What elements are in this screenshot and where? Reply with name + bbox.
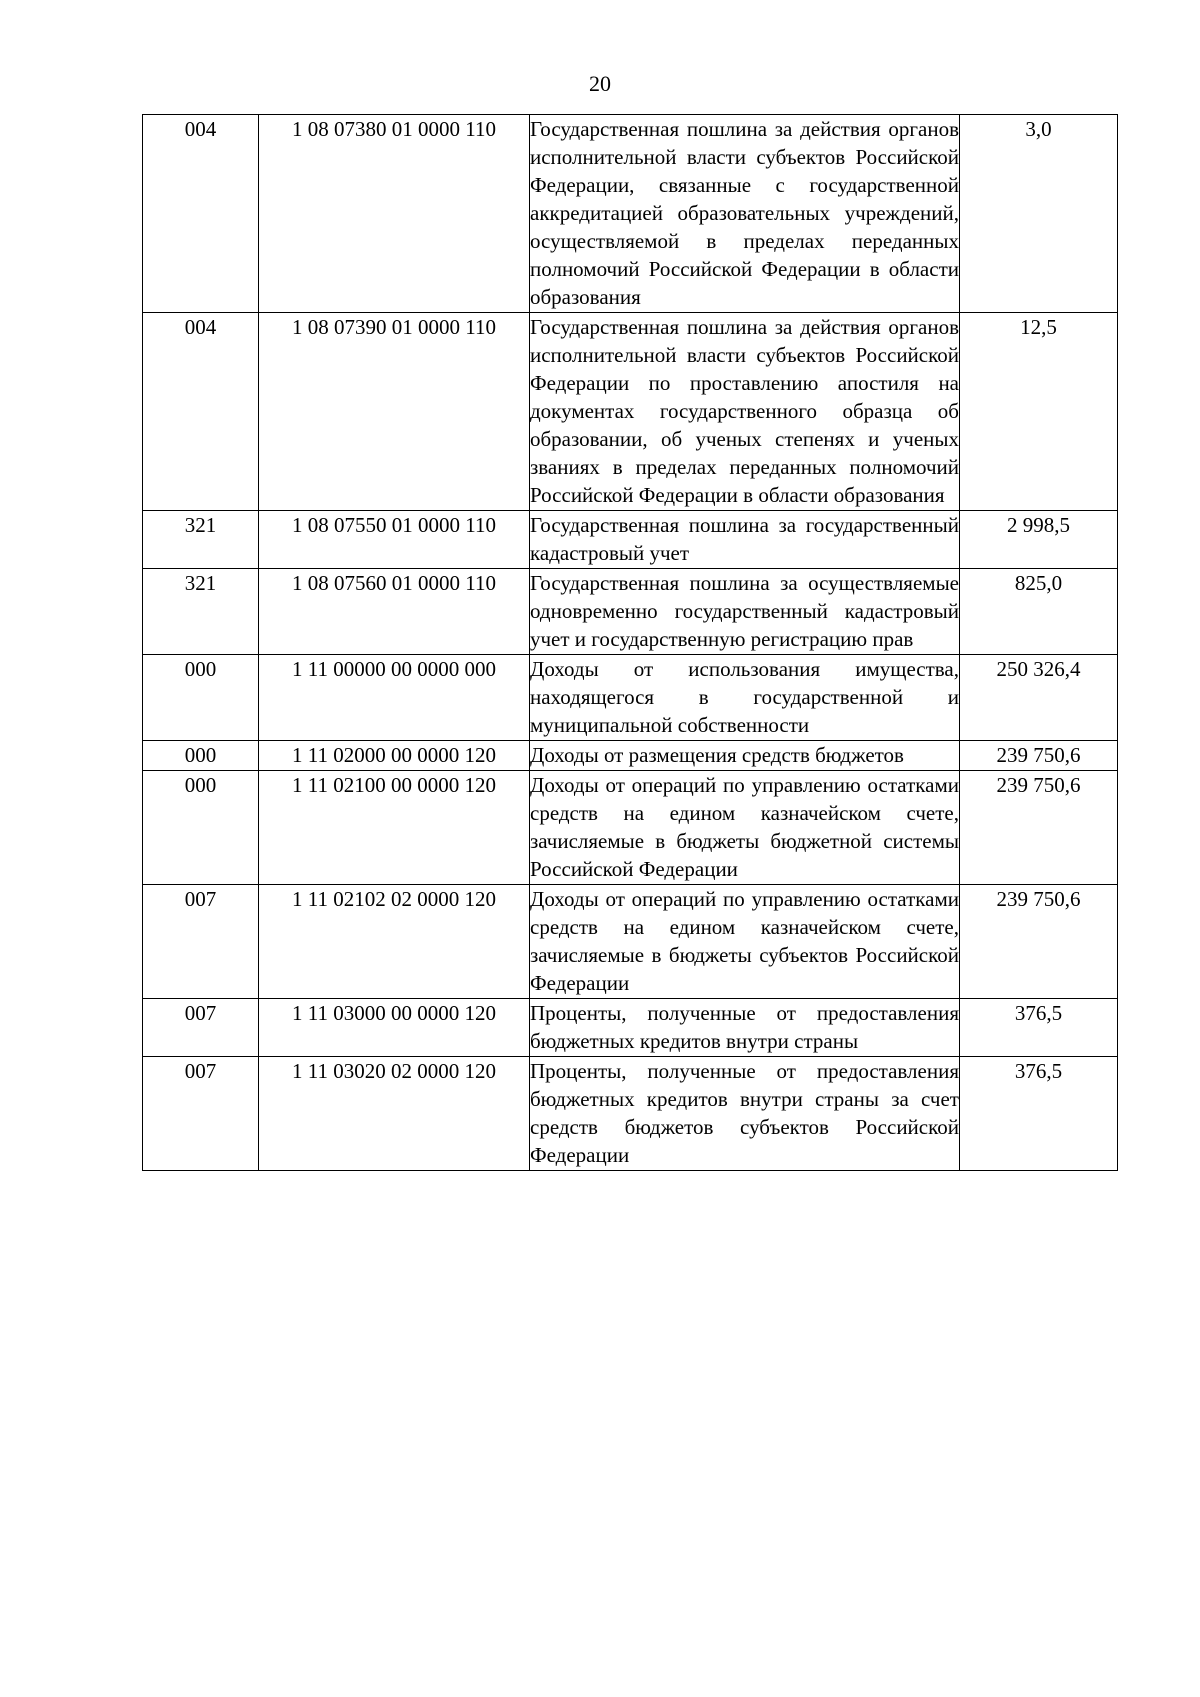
budget-code-cell: 1 11 03000 00 0000 120 bbox=[259, 999, 530, 1057]
revenue-name-cell: Доходы от операций по управлению остатками средств на едином казначейском счете, зачисляемые в бюджеты субъектов Российской Федерации bbox=[530, 885, 960, 999]
table-row bbox=[143, 741, 1118, 771]
page-number: 20 bbox=[589, 71, 611, 96]
table-row bbox=[143, 1057, 1118, 1171]
amount-cell: 2 998,5 bbox=[960, 511, 1118, 569]
amount-cell: 376,5 bbox=[960, 1057, 1118, 1171]
revenue-name-cell: Доходы от размещения средств бюджетов bbox=[530, 741, 960, 771]
budget-code-cell: 1 11 02102 02 0000 120 bbox=[259, 885, 530, 999]
admin-code-cell: 321 bbox=[143, 569, 259, 655]
budget-code-cell: 1 11 03020 02 0000 120 bbox=[259, 1057, 530, 1171]
revenue-table bbox=[142, 114, 1118, 1171]
revenue-name-cell: Государственная пошлина за действия органов исполнительной власти субъектов Российской Федерации, связанные с государственной аккредитацией образовательных учреждений, осуществляемой в пределах переданных полномочий Российской Федерации в области образования bbox=[530, 115, 960, 313]
table-row bbox=[143, 511, 1118, 569]
revenue-name-cell: Проценты, полученные от предоставления бюджетных кредитов внутри страны за счет средств бюджетов субъектов Российской Федерации bbox=[530, 1057, 960, 1171]
amount-cell: 825,0 bbox=[960, 569, 1118, 655]
revenue-name-cell: Доходы от использования имущества, находящегося в государственной и муниципальной собственности bbox=[530, 655, 960, 741]
budget-code-cell: 1 08 07390 01 0000 110 bbox=[259, 313, 530, 511]
table-row bbox=[143, 999, 1118, 1057]
revenue-name-cell: Государственная пошлина за действия органов исполнительной власти субъектов Российской Федерации по проставлению апостиля на документах государственного образца об образовании, об ученых степенях и ученых званиях в пределах переданных полномочий Российской Федерации в области образования bbox=[530, 313, 960, 511]
admin-code-cell: 007 bbox=[143, 1057, 259, 1171]
admin-code-cell: 004 bbox=[143, 115, 259, 313]
revenue-name-cell: Доходы от операций по управлению остатками средств на едином казначейском счете, зачисляемые в бюджеты бюджетной системы Российской Федерации bbox=[530, 771, 960, 885]
budget-code-cell: 1 11 02000 00 0000 120 bbox=[259, 741, 530, 771]
table-row bbox=[143, 655, 1118, 741]
table-row bbox=[143, 569, 1118, 655]
amount-cell: 376,5 bbox=[960, 999, 1118, 1057]
admin-code-cell: 007 bbox=[143, 999, 259, 1057]
amount-cell: 239 750,6 bbox=[960, 885, 1118, 999]
admin-code-cell: 000 bbox=[143, 771, 259, 885]
amount-cell: 12,5 bbox=[960, 313, 1118, 511]
admin-code-cell: 000 bbox=[143, 655, 259, 741]
admin-code-cell: 000 bbox=[143, 741, 259, 771]
amount-cell: 239 750,6 bbox=[960, 771, 1118, 885]
revenue-name-cell: Проценты, полученные от предоставления бюджетных кредитов внутри страны bbox=[530, 999, 960, 1057]
budget-code-cell: 1 11 02100 00 0000 120 bbox=[259, 771, 530, 885]
revenue-name-cell: Государственная пошлина за осуществляемые одновременно государственный кадастровый учет и государственную регистрацию прав bbox=[530, 569, 960, 655]
admin-code-cell: 004 bbox=[143, 313, 259, 511]
budget-code-cell: 1 11 00000 00 0000 000 bbox=[259, 655, 530, 741]
table-row bbox=[143, 885, 1118, 999]
budget-code-cell: 1 08 07550 01 0000 110 bbox=[259, 511, 530, 569]
admin-code-cell: 007 bbox=[143, 885, 259, 999]
table-row bbox=[143, 313, 1118, 511]
admin-code-cell: 321 bbox=[143, 511, 259, 569]
budget-code-cell: 1 08 07380 01 0000 110 bbox=[259, 115, 530, 313]
amount-cell: 250 326,4 bbox=[960, 655, 1118, 741]
revenue-name-cell: Государственная пошлина за государственный кадастровый учет bbox=[530, 511, 960, 569]
amount-cell: 3,0 bbox=[960, 115, 1118, 313]
table-row bbox=[143, 771, 1118, 885]
table-row bbox=[143, 115, 1118, 313]
budget-code-cell: 1 08 07560 01 0000 110 bbox=[259, 569, 530, 655]
amount-cell: 239 750,6 bbox=[960, 741, 1118, 771]
